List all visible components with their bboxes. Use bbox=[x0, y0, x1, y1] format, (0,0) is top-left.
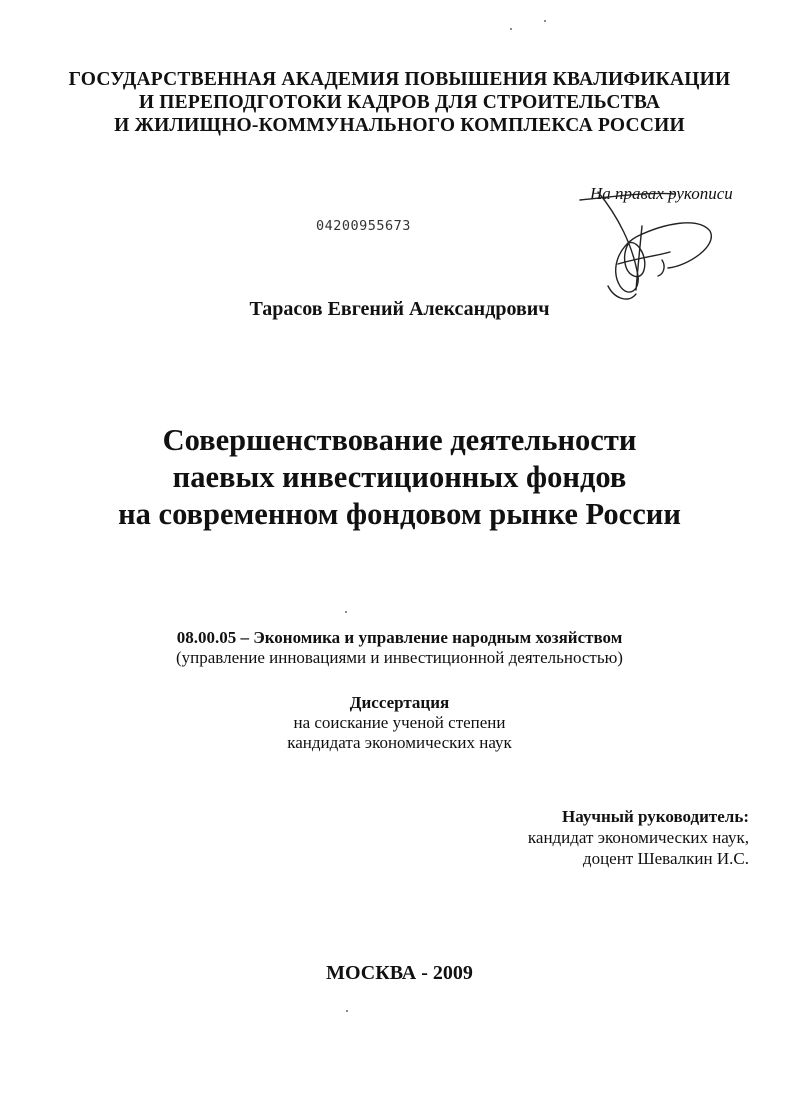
title-line: паевых инвестиционных фондов bbox=[172, 460, 627, 494]
author-name: Тарасов Евгений Александрович bbox=[249, 298, 550, 320]
supervisor-heading: Научный руководитель: bbox=[562, 807, 749, 826]
title-line: Совершенствование деятельности bbox=[162, 423, 637, 457]
title-line: на современном фондовом рынке России bbox=[118, 497, 681, 531]
city-year: МОСКВА - 2009 bbox=[326, 962, 473, 984]
institution-line: И ПЕРЕПОДГОТОКИ КАДРОВ ДЛЯ СТРОИТЕЛЬСТВА bbox=[138, 92, 661, 113]
dissertation-heading: Диссертация bbox=[349, 693, 450, 712]
degree-line: кандидата экономических наук bbox=[287, 733, 512, 752]
supervisor-block bbox=[528, 806, 749, 869]
handwritten-signature bbox=[578, 186, 728, 316]
institution-line: И ЖИЛИЩНО-КОММУНАЛЬНОГО КОМПЛЕКСА РОССИИ bbox=[114, 115, 685, 136]
specialty-detail: (управление инновациями и инвестиционной деятельностью) bbox=[176, 648, 623, 667]
manuscript-note: На правах рукописи bbox=[590, 184, 733, 203]
catalog-number: 04200955673 bbox=[316, 218, 411, 234]
scan-speck bbox=[510, 28, 512, 30]
scan-speck bbox=[544, 20, 546, 22]
supervisor-degree: кандидат экономических наук, bbox=[527, 828, 749, 847]
institution-name bbox=[0, 68, 799, 137]
scan-speck bbox=[345, 611, 347, 613]
specialty-code: 08.00.05 – Экономика и управление народным хозяйством bbox=[176, 628, 623, 647]
institution-line: ГОСУДАРСТВЕННАЯ АКАДЕМИЯ ПОВЫШЕНИЯ КВАЛИФИКАЦИИ bbox=[68, 69, 731, 90]
supervisor-name: доцент Шевалкин И.С. bbox=[582, 849, 749, 868]
dissertation-title bbox=[0, 422, 799, 533]
scan-speck bbox=[346, 1010, 348, 1012]
degree-block bbox=[0, 693, 799, 753]
specialty-block bbox=[0, 628, 799, 668]
degree-line: на соискание ученой степени bbox=[293, 713, 506, 732]
